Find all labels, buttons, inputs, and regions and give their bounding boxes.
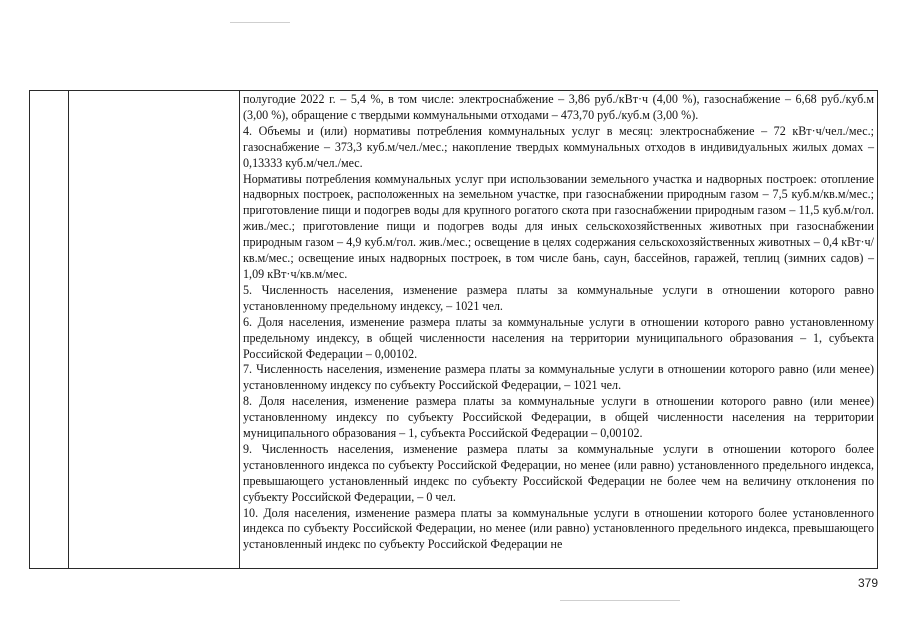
paragraph: 9. Численность населения, изменение размера платы за коммунальные услуги в отношении которого более установленного индекса по субъекту Российской Федерации, но менее (или равно) установленного предельного индекса, превышающего установленный индекс по субъекту Российской Федерации не более чем на величину отклонения по субъекту Российской Федерации, – 0 чел. [243,441,874,504]
paragraph: 10. Доля населения, изменение размера платы за коммунальные услуги в отношении которого более установленного индекса по субъекту Российской Федерации, но менее (или равно) установленного предельного индекса, превышающего установленный индекс по субъекту Российской Федерации не [243,505,874,552]
paragraph: полугодие 2022 г. – 5,4 %, в том числе: электроснабжение – 3,86 руб./кВт·ч (4,00 %), газоснабжение – 6,68 руб./куб.м (3,00 %), обращение с твердыми коммунальными отходами – 473,70 руб./куб.м (3,00 %). [243,92,874,122]
paragraph: Нормативы потребления коммунальных услуг при использовании земельного участка и надворных построек: отопление надворных построек, расположенных на земельном участке, при газоснабжении природным газом – 7,5 куб.м/кв.м/мес.; приготовление пищи и подогрев воды для крупного рогатого скота при газоснабжении природным газом – 11,5 куб.м/гол. жив./мес.; приготовление пищи и подогрев воды для иных сельскохозяйственных животных при газоснабжении природным газом – 4,9 куб.м/гол. жив./мес.; освещение в целях содержания сельскохозяйственных животных – 0,4 кВт·ч/кв.м/мес.; освещение иных надворных построек, в том числе бань, саун, бассейнов, гаражей, теплиц (зимних садов) – 1,09 кВт·ч/кв.м/мес. [243,171,874,281]
table-row [30,91,878,569]
paragraph: 6. Доля населения, изменение размера платы за коммунальные услуги в отношении которого равно установленному предельному индексу, в общей численности населения на территории муниципального образования – 1, субъекта Российской Федерации – 0,00102. [243,314,874,361]
scan-mark [230,22,290,23]
text-block [243,92,874,553]
paragraph: 7. Численность населения, изменение размера платы за коммунальные услуги в отношении которого равно (или менее) установленному индексу по субъекту Российской Федерации, – 1021 чел. [243,362,874,393]
paragraph: 4. Объемы и (или) нормативы потребления коммунальных услуг в месяц: электроснабжение – 72 кВт·ч/чел./мес.; газоснабжение – 373,3 куб.м/чел./мес.; накопление твердых коммунальных отходов в индивидуальных жилых домах – 0,13333 куб.м/чел./мес. [243,123,874,170]
table-cell-name [69,91,240,569]
paragraph: 8. Доля населения, изменение размера платы за коммунальные услуги в отношении которого равно (или менее) установленному индексу по субъекту Российской Федерации, в общей численности населения на территории муниципального образования – 1, субъекта Российской Федерации – 0,00102. [243,394,874,441]
table-cell-text [240,91,878,569]
paragraph: 5. Численность населения, изменение размера платы за коммунальные услуги в отношении которого равно установленному предельному индексу, – 1021 чел. [243,282,874,313]
page-number: 379 [857,576,878,590]
scan-mark [560,600,680,601]
document-table [29,90,878,569]
table-cell-number [30,91,69,569]
